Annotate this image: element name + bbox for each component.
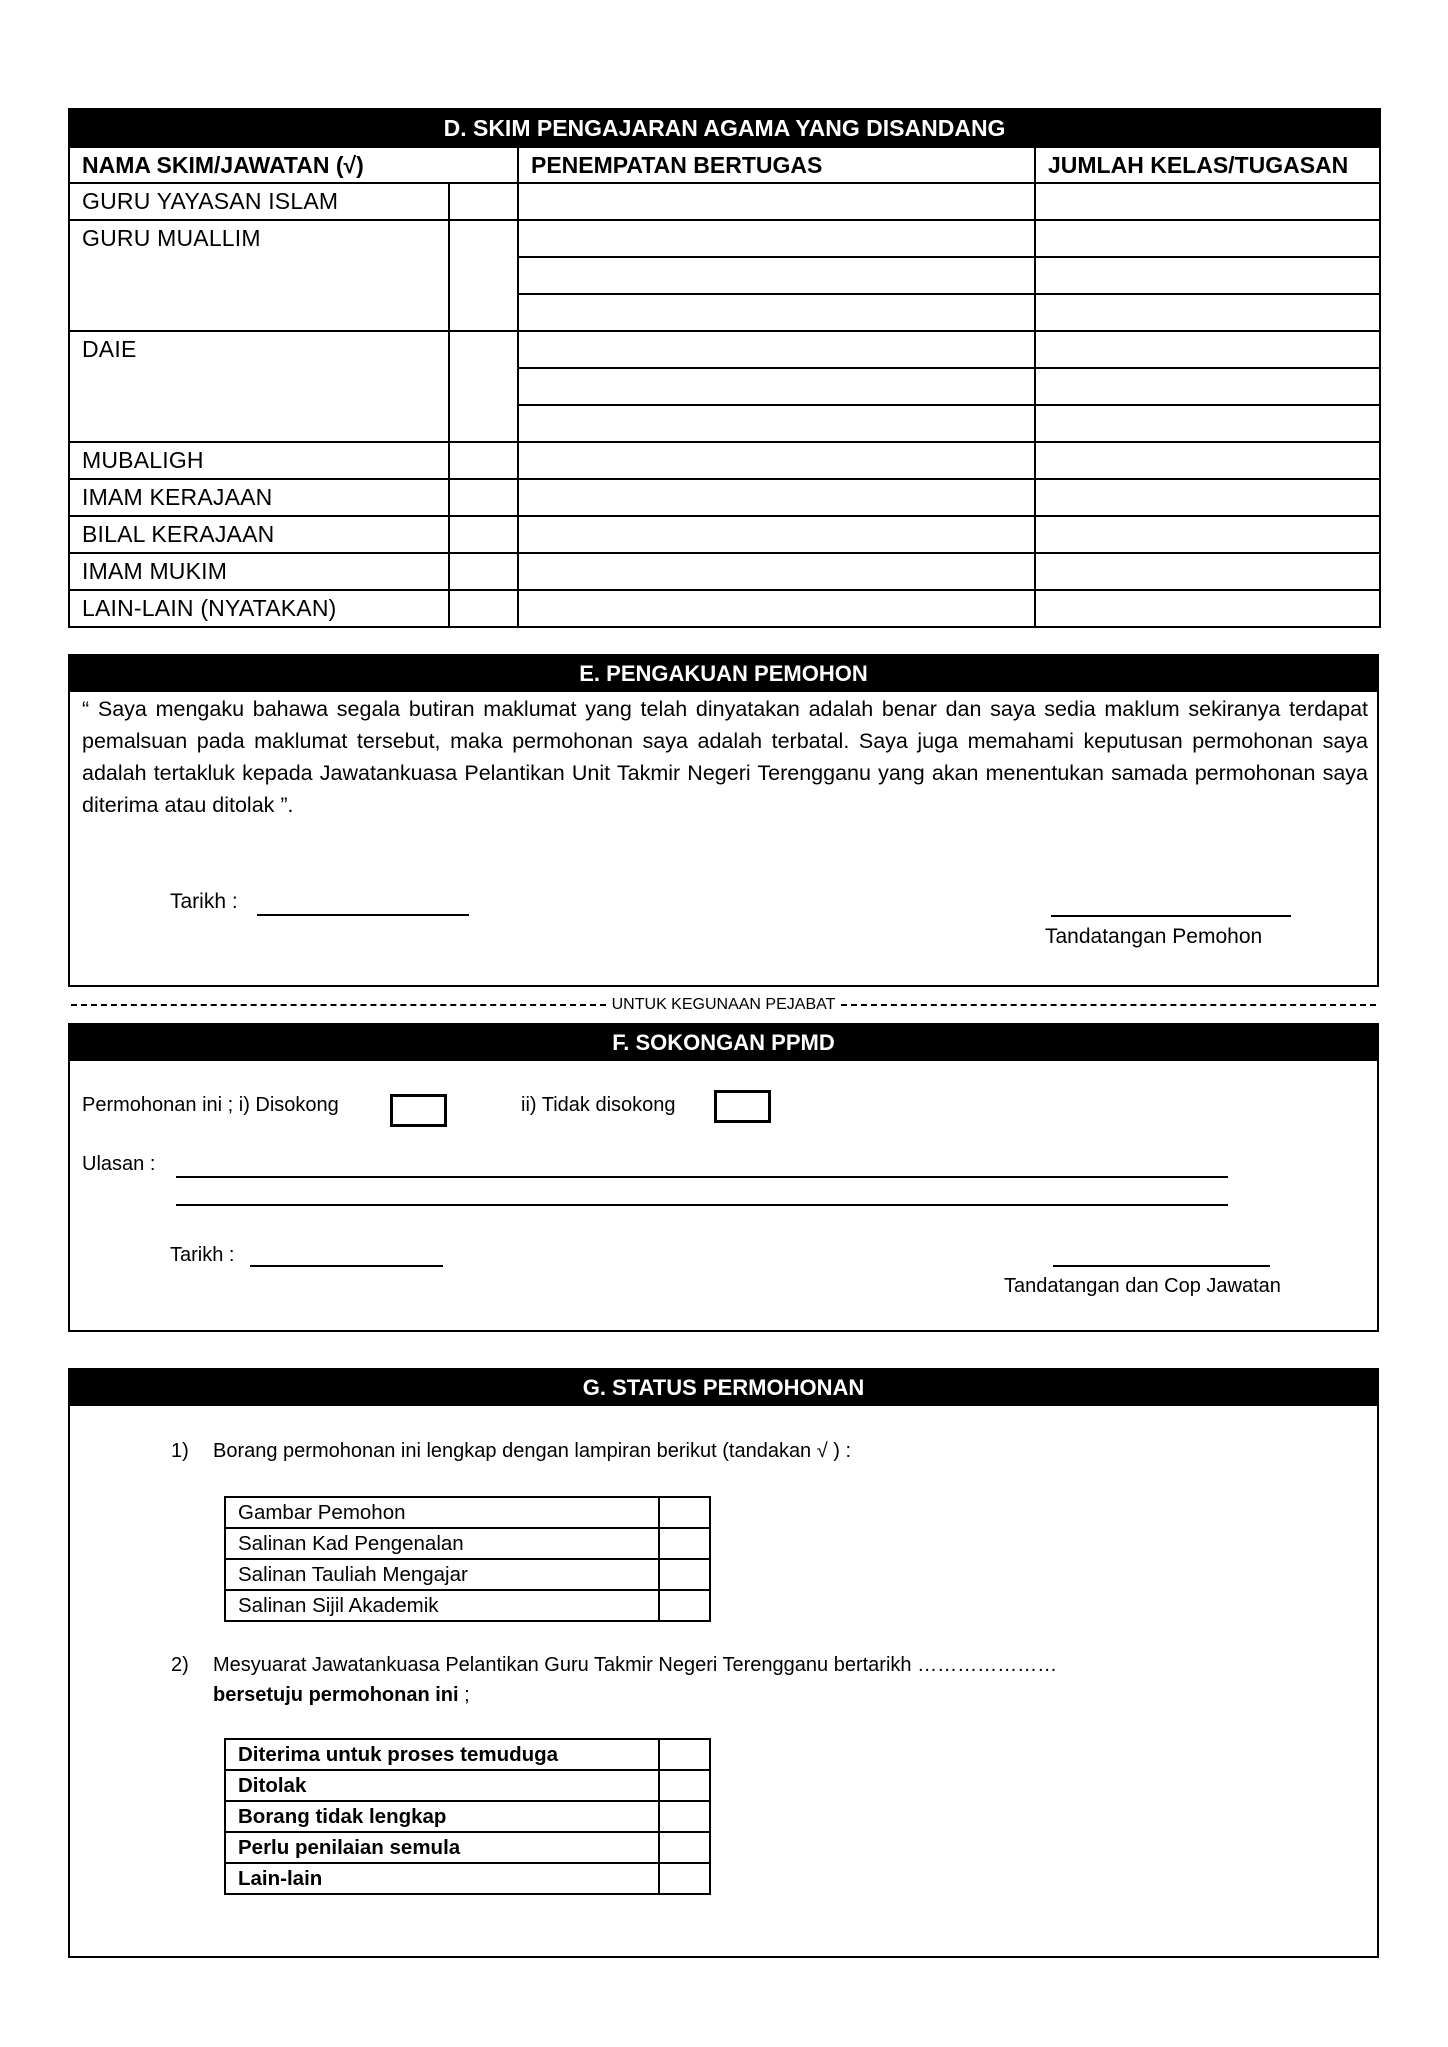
penempatan-cell[interactable] xyxy=(518,368,1035,405)
penempatan-cell[interactable] xyxy=(518,331,1035,368)
decision-checkbox[interactable] xyxy=(659,1832,710,1863)
disokong-checkbox[interactable] xyxy=(390,1094,447,1127)
applicant-date-field[interactable] xyxy=(257,914,469,916)
remarks-line-2[interactable] xyxy=(176,1204,1228,1206)
decision-label: Ditolak xyxy=(225,1770,659,1801)
penempatan-cell[interactable] xyxy=(518,183,1035,220)
attachment-label: Gambar Pemohon xyxy=(225,1497,659,1528)
decision-label: Perlu penilaian semula xyxy=(225,1832,659,1863)
penempatan-cell[interactable] xyxy=(518,553,1035,590)
applicant-date-label: Tarikh : xyxy=(170,890,238,913)
item-2-suffix: ; xyxy=(458,1684,470,1706)
jumlah-cell[interactable] xyxy=(1035,516,1380,553)
section-g-title: G. STATUS PERMOHONAN xyxy=(70,1370,1377,1406)
table-row xyxy=(225,1863,710,1894)
jumlah-cell[interactable] xyxy=(1035,590,1380,627)
table-row xyxy=(225,1528,710,1559)
ppmd-date-label: Tarikh : xyxy=(170,1244,235,1266)
item-1-number: 1) xyxy=(171,1440,189,1462)
penempatan-cell[interactable] xyxy=(518,590,1035,627)
decision-checkbox[interactable] xyxy=(659,1801,710,1832)
declaration-text: “ Saya mengaku bahawa segala butiran maklumat yang telah dinyatakan adalah benar dan saya sedia maklum sekiranya terdapat pemalsuan pada maklumat tersebut, maka permohonan saya adalah terbatal. Saya juga memahami keputusan permohonan saya adalah tertakluk kepada Jawatankuasa Pelantikan Unit Takmir Negeri Terengganu yang akan menentukan samada permohonan saya diterima atau ditolak ”. xyxy=(82,697,1368,817)
attachment-label: Salinan Kad Pengenalan xyxy=(225,1528,659,1559)
penempatan-cell[interactable] xyxy=(518,479,1035,516)
jumlah-cell[interactable] xyxy=(1035,294,1380,331)
attachment-label: Salinan Tauliah Mengajar xyxy=(225,1559,659,1590)
tick-cell[interactable] xyxy=(449,183,518,220)
row-label-guru-muallim: GURU MUALLIM xyxy=(69,220,449,331)
table-row xyxy=(225,1801,710,1832)
jumlah-cell[interactable] xyxy=(1035,331,1380,368)
tidak-disokong-checkbox[interactable] xyxy=(714,1090,771,1123)
penempatan-cell[interactable] xyxy=(518,516,1035,553)
decision-table xyxy=(224,1738,711,1895)
decision-label: Lain-lain xyxy=(225,1863,659,1894)
support-prefix-label: Permohonan ini ; i) Disokong xyxy=(82,1094,339,1116)
row-label-daie: DAIE xyxy=(69,331,449,442)
ppmd-date-field[interactable] xyxy=(250,1265,443,1267)
section-e-title: E. PENGAKUAN PEMOHON xyxy=(70,656,1377,692)
jumlah-cell[interactable] xyxy=(1035,368,1380,405)
table-row xyxy=(225,1770,710,1801)
attachment-checkbox[interactable] xyxy=(659,1497,710,1528)
decision-checkbox[interactable] xyxy=(659,1770,710,1801)
jumlah-cell[interactable] xyxy=(1035,257,1380,294)
table-row xyxy=(225,1559,710,1590)
row-label-bilal-kerajaan: BILAL KERAJAAN xyxy=(69,516,449,553)
table-row xyxy=(69,479,1380,516)
row-label-mubaligh: MUBALIGH xyxy=(69,442,449,479)
decision-label: Borang tidak lengkap xyxy=(225,1801,659,1832)
decision-checkbox[interactable] xyxy=(659,1739,710,1770)
table-row xyxy=(69,442,1380,479)
office-use-divider xyxy=(68,996,1379,1016)
table-row xyxy=(69,331,1380,368)
attachment-checkbox[interactable] xyxy=(659,1528,710,1559)
item-2-text: Mesyuarat Jawatankuasa Pelantikan Guru Takmir Negeri Terengganu bertarikh ………………… xyxy=(213,1654,1058,1676)
tick-cell[interactable] xyxy=(449,516,518,553)
row-label-lain-lain: LAIN-LAIN (NYATAKAN) xyxy=(69,590,449,627)
applicant-signature-label: Tandatangan Pemohon xyxy=(1045,925,1263,948)
decision-label: Diterima untuk proses temuduga xyxy=(225,1739,659,1770)
office-use-label: UNTUK KEGUNAAN PEJABAT xyxy=(611,996,836,1013)
attachment-checkbox[interactable] xyxy=(659,1590,710,1621)
section-d-table xyxy=(68,108,1381,628)
tick-cell[interactable] xyxy=(449,553,518,590)
jumlah-cell[interactable] xyxy=(1035,553,1380,590)
item-1-text: Borang permohonan ini lengkap dengan lampiran berikut (tandakan √ ) : xyxy=(213,1440,852,1462)
penempatan-cell[interactable] xyxy=(518,257,1035,294)
table-row xyxy=(225,1739,710,1770)
penempatan-cell[interactable] xyxy=(518,220,1035,257)
jumlah-cell[interactable] xyxy=(1035,220,1380,257)
divider-dashes-right xyxy=(841,1004,1376,1006)
penempatan-cell[interactable] xyxy=(518,442,1035,479)
row-label-imam-mukim: IMAM MUKIM xyxy=(69,553,449,590)
jumlah-cell[interactable] xyxy=(1035,183,1380,220)
table-row xyxy=(225,1590,710,1621)
section-d-title: D. SKIM PENGAJARAN AGAMA YANG DISANDANG xyxy=(69,109,1380,147)
tick-cell[interactable] xyxy=(449,331,518,442)
ppmd-signature-label: Tandatangan dan Cop Jawatan xyxy=(1004,1275,1281,1297)
tick-cell[interactable] xyxy=(449,590,518,627)
tick-cell[interactable] xyxy=(449,442,518,479)
attachment-checkbox[interactable] xyxy=(659,1559,710,1590)
table-row xyxy=(69,590,1380,627)
column-header-penempatan: PENEMPATAN BERTUGAS xyxy=(518,147,1035,183)
jumlah-cell[interactable] xyxy=(1035,405,1380,442)
remarks-line-1[interactable] xyxy=(176,1176,1228,1178)
item-2-bold-text: bersetuju permohonan ini xyxy=(213,1684,459,1706)
table-row xyxy=(225,1497,710,1528)
attachments-table xyxy=(224,1496,711,1622)
section-f-title: F. SOKONGAN PPMD xyxy=(70,1025,1377,1061)
table-row xyxy=(69,516,1380,553)
jumlah-cell[interactable] xyxy=(1035,479,1380,516)
jumlah-cell[interactable] xyxy=(1035,442,1380,479)
tidak-disokong-label: ii) Tidak disokong xyxy=(521,1094,676,1116)
row-label-imam-kerajaan: IMAM KERAJAAN xyxy=(69,479,449,516)
item-2-continuation xyxy=(213,1684,470,1707)
penempatan-cell[interactable] xyxy=(518,294,1035,331)
column-header-jumlah: JUMLAH KELAS/TUGASAN xyxy=(1035,147,1380,183)
tick-cell[interactable] xyxy=(449,479,518,516)
table-row xyxy=(69,183,1380,220)
table-row xyxy=(69,553,1380,590)
row-label-guru-yayasan-islam: GURU YAYASAN ISLAM xyxy=(69,183,449,220)
attachment-label: Salinan Sijil Akademik xyxy=(225,1590,659,1621)
item-2-number: 2) xyxy=(171,1654,189,1676)
applicant-signature-line[interactable] xyxy=(1051,915,1291,917)
column-header-nama-skim: NAMA SKIM/JAWATAN (√) xyxy=(69,147,518,183)
divider-dashes-left xyxy=(71,1004,606,1006)
table-row xyxy=(69,220,1380,257)
remarks-label: Ulasan : xyxy=(82,1153,156,1175)
tick-cell[interactable] xyxy=(449,220,518,331)
penempatan-cell[interactable] xyxy=(518,405,1035,442)
ppmd-signature-line[interactable] xyxy=(1053,1265,1270,1267)
decision-checkbox[interactable] xyxy=(659,1863,710,1894)
table-row xyxy=(225,1832,710,1863)
